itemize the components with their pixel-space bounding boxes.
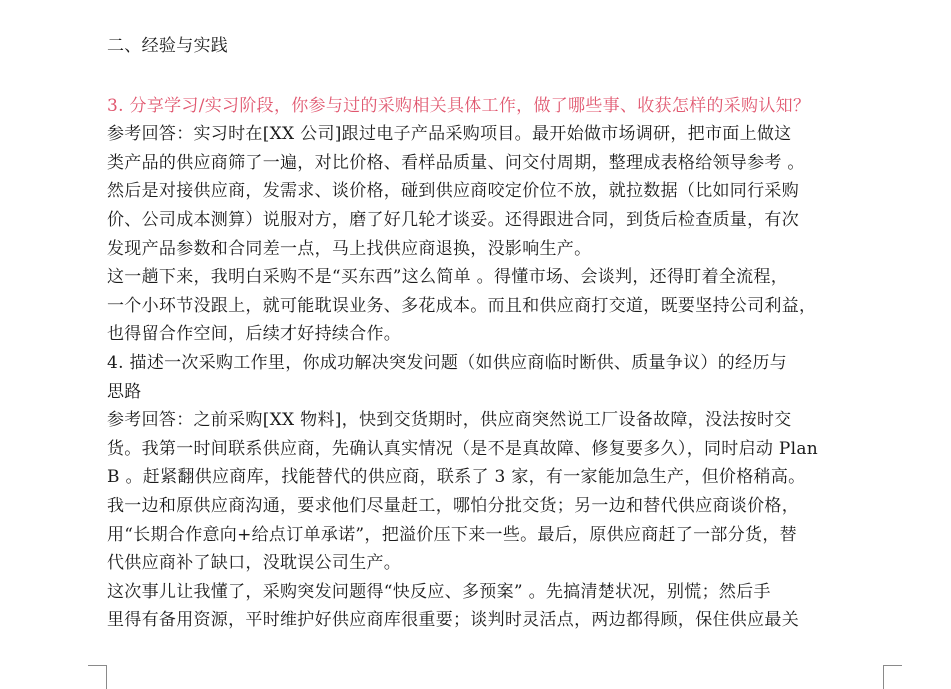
answer-line: 我一边和原供应商沟通，要求他们尽量赶工，哪怕分批交货；另一边和替代供应商谈价格， — [107, 495, 799, 516]
question-title-line: 4. 描述一次采购工作里，你成功解决突发问题（如供应商临时断供、质量争议）的经历与 — [107, 352, 787, 373]
answer-line: 然后是对接供应商，发需求、谈价格，碰到供应商咬定价位不放，就拉数据（比如同行采购 — [107, 181, 799, 202]
answer-line: 这次事儿让我懂了，采购突发问题得“快反应、多预案” 。先搞清楚状况，别慌；然后手 — [107, 581, 771, 602]
question-title-line: 思路 — [107, 381, 142, 402]
answer-line: 也得留合作空间，后续才好持续合作。 — [107, 324, 402, 345]
answer-line: 参考回答：之前采购[XX 物料]，快到交货期时，供应商突然说工厂设备故障，没法按时交 — [107, 410, 792, 431]
answer-line: 发现产品参数和合同差一点，马上找供应商退换，没影响生产。 — [107, 238, 592, 259]
answer-line: 代供应商补了缺口，没耽误公司生产。 — [107, 553, 402, 574]
document-body — [107, 32, 883, 635]
question-3-title: 3. 分享学习/实习阶段，你参与过的采购相关具体工作，做了哪些事、收获怎样的采购认知？ — [107, 95, 811, 116]
answer-line: 参考回答：实习时在[XX 公司]跟过电子产品采购项目。最开始做市场调研，把市面上做这 — [107, 124, 792, 145]
answer-line: B 。赶紧翻供应商库，找能替代的供应商，联系了 3 家，有一家能加急生产，但价格稍高。 — [107, 467, 806, 488]
question-4-answer — [107, 406, 883, 635]
answer-line: 价、公司成本测算）说服对方，磨了好几轮才谈妥。还得跟进合同，到货后检查质量，有次 — [107, 209, 799, 230]
page-corner-mark-right — [883, 665, 902, 689]
question-4-title — [107, 349, 883, 406]
answer-line: 一个小环节没跟上，就可能耽误业务、多花成本。而且和供应商打交道，既要坚持公司利益， — [107, 295, 817, 316]
page-corner-mark-left — [88, 665, 107, 689]
answer-line: 这一趟下来，我明白采购不是“买东西”这么简单 。得懂市场、会谈判，还得盯着全流程， — [107, 267, 789, 288]
answer-line: 货。我第一时间联系供应商，先确认真实情况（是不是真故障、修复要多久），同时启动 Plan — [107, 438, 819, 459]
answer-line: 用“长期合作意向+给点订单承诺”，把溢价压下来一些。最后，原供应商赶了一部分货，替 — [107, 524, 797, 545]
section-heading: 二、经验与实践 — [107, 36, 229, 56]
answer-line: 类产品的供应商筛了一遍，对比价格、看样品质量、问交付周期，整理成表格给领导参考 。 — [107, 152, 805, 173]
question-3-answer — [107, 120, 883, 349]
answer-line: 里得有备用资源，平时维护好供应商库很重要；谈判时灵活点，两边都得顾，保住供应最关 — [107, 610, 799, 631]
